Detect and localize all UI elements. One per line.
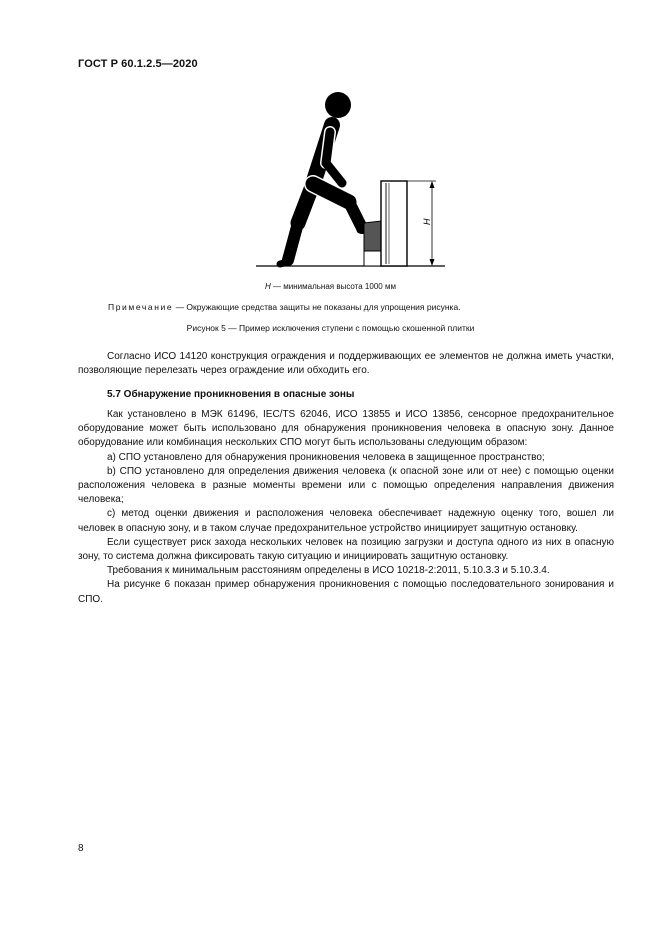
legend-symbol: H <box>265 282 271 291</box>
list-item-c: c) метод оценки движения и расположения человека обеспечивает надежную оценку того, вошел ли человек в опасную зону, и в таком случае предохранительное устройство инициирует защитную остановку. <box>78 508 614 534</box>
paragraph: Как установлено в МЭК 61496, IEC/TS 62046, ИСО 13855 и ИСО 13856, сенсорное предохранительное оборудование может быть использовано для обнаружения проникновения человека в опасную зону. Данное оборудование или комбинация нескольких СПО могут быть использованы следующим образом: <box>78 409 614 449</box>
dimension-arrow-bottom <box>430 259 435 266</box>
body-paragraph-1 <box>78 350 614 378</box>
section-heading: 5.7 Обнаружение проникновения в опасные зоны <box>107 389 355 400</box>
figure-legend <box>0 282 661 291</box>
dimension-arrow-top <box>430 181 435 188</box>
person-back-shin <box>288 223 298 260</box>
guard-panel <box>381 181 407 266</box>
note-text: — Окружающие средства защиты не показаны для упрощения рисунка. <box>173 302 461 312</box>
paragraph: На рисунке 6 показан пример обнаружения проникновения с помощью последовательного зонирования и СПО. <box>78 579 614 605</box>
page-number: 8 <box>78 843 84 854</box>
figure-step-exclusion <box>250 88 450 274</box>
list-item-b: b) СПО установлено для определения движения человека (к опасной зоне или от нее) с помощью оценки расположения человека в разные моменты времени или с помощью определения направления движения человека; <box>78 465 614 506</box>
legend-text: — минимальная высота 1000 мм <box>270 282 396 291</box>
figure-note <box>108 302 461 312</box>
list-item-a: a) СПО установлено для обнаружения проникновения человека в защищенное пространство; <box>107 451 545 463</box>
plate-base <box>364 251 381 266</box>
paragraph: Если существует риск захода нескольких человек на позицию загрузки и доступа одного из них в опасную зону, то система должна фиксировать такую ситуацию и инициировать защитную остановку. <box>78 536 614 563</box>
bevelled-plate <box>364 221 381 251</box>
person-front-shin <box>349 202 362 228</box>
note-label: Примечание <box>108 302 174 312</box>
document-header: ГОСТ Р 60.1.2.5—2020 <box>78 58 198 70</box>
person-upper-arm <box>326 132 330 163</box>
dimension-label: H <box>422 218 432 225</box>
person-back-foot <box>280 262 288 264</box>
section-body <box>78 408 614 607</box>
paragraph: Согласно ИСО 14120 конструкция ограждения и поддерживающих ее элементов не должна иметь участки, позволяющие перелезать через ограждение или обходить его. <box>78 351 614 377</box>
person-forearm <box>326 163 342 183</box>
section-title <box>78 388 614 402</box>
person-head <box>325 92 351 118</box>
figure-caption: Рисунок 5 — Пример исключения ступени с помощью скошенной плитки <box>186 323 475 333</box>
paragraph: Требования к минимальным расстояниям определены в ИСО 10218-2:2011, 5.10.3.3 и 5.10.3.4. <box>107 565 550 577</box>
